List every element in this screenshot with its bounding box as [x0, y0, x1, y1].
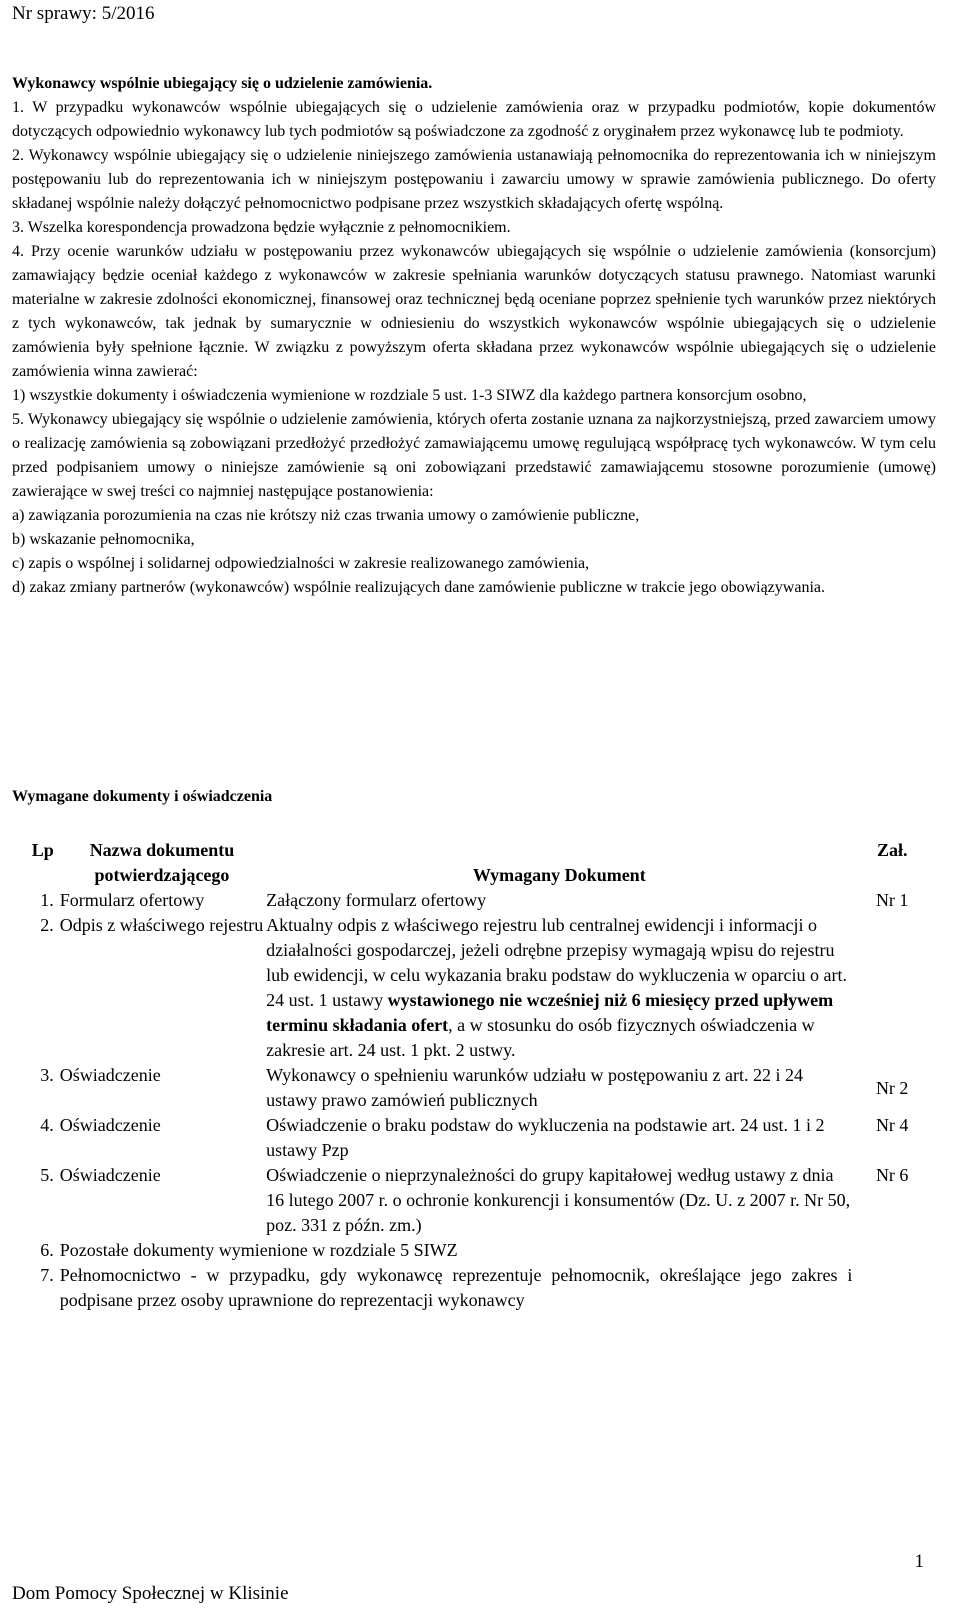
row-doc-bold-text: wystawionego nie wcześniej niż 6 miesięcy przed upływem terminu składania ofert: [266, 990, 834, 1035]
row-lp: 7.: [40, 1265, 54, 1285]
row-doc: Załączony formularz ofertowy: [266, 890, 487, 910]
row-name: Oświadczenie: [59, 1065, 161, 1085]
section-title: Wykonawcy wspólnie ubiegający się o udzielenie zamówienia.: [12, 75, 433, 92]
row-doc: [264, 913, 852, 1063]
row-name: Oświadczenie: [59, 1165, 161, 1185]
row-lp: 3.: [40, 1065, 54, 1085]
row-attachment: Nr 6: [875, 1165, 909, 1185]
row-lp: 1.: [40, 890, 54, 910]
row-attachment: [852, 913, 932, 1063]
row-attachment-empty: [852, 1238, 932, 1263]
paragraph-5-item-a: a) zawiązania porozumienia na czas nie krótszy niż czas trwania umowy o zamówienie publiczne,: [12, 507, 640, 524]
header-attachment: Zał.: [876, 840, 908, 860]
row-doc-text: Aktualny odpis z właściwego rejestru lub centralnej ewidencji i informacji o działalności gospodarczej, jeżeli odrębne przepisy wymagają wpisu do rejestru lub ewidencji, w celu wykazania braku podstaw do wykluczenia w oparciu o art. 24 ust. 1 ustawy: [266, 915, 847, 1010]
row-text: Pozostałe dokumenty wymienione w rozdziale 5 SIWZ: [59, 1240, 458, 1260]
row-attachment-empty: [852, 1263, 932, 1313]
row-doc: Oświadczenie o nieprzynależności do grupy kapitałowej według ustawy z dnia 16 lutego 2007 r. o ochronie konkurencji i konsumentów (Dz. U. z 2007 r. Nr 50, poz. 331 z późn. zm.): [266, 1165, 851, 1235]
row-attachment: Nr 4: [875, 1115, 909, 1135]
table-row: [2, 1238, 932, 1263]
documents-table: [2, 838, 932, 1313]
paragraph-5: 5. Wykonawcy ubiegający się wspólnie o udzielenie zamówienia, których oferta zostanie uznana za najkorzystniejszą, przed zawarciem umowy o realizację zamówienia są zobowiązani przedłożyć przedłożyć zamawiającemu umowę regulującą współpracę tych wykonawców. W tym celu przed podpisaniem umowy o niniejsze zamówienie są oni zobowiązani przedstawić zamawiającemu stosowne porozumienie (umowę) zawierające w swej treści co najmniej następujące postanowienia:: [12, 411, 936, 500]
table-row: [2, 888, 932, 913]
table-row: [2, 1113, 932, 1163]
header-document-name: Nazwa dokumentu potwierdzającego: [89, 840, 235, 885]
paragraph-2: 2. Wykonawcy wspólnie ubiegający się o udzielenie niniejszego zamówienia ustanawiają pełnomocnika do reprezentowania ich w niniejszym postępowaniu lub do reprezentowania ich w niniejszym postępowaniu i zawarciu umowy w sprawie zamówienia publicznego. Do oferty składanej wspólnie należy dołączyć pełnomocnictwo podpisane przez wszystkich składających ofertę wspólną.: [12, 147, 936, 212]
header-required-document: Wymagany Dokument: [472, 865, 646, 885]
paragraph-5-item-b: b) wskazanie pełnomocnika,: [12, 531, 195, 548]
table-row: [2, 1163, 932, 1238]
documents-section-title: Wymagane dokumenty i oświadczenia: [12, 788, 273, 805]
table-row: [2, 1063, 932, 1113]
section-joint-contractors: [12, 72, 936, 600]
page-number: 1: [914, 1551, 924, 1572]
row-attachment: Nr 1: [875, 890, 909, 910]
case-number: Nr sprawy: 5/2016: [12, 3, 155, 24]
paragraph-5-item-d: d) zakaz zmiany partnerów (wykonawców) wspólnie realizujących dane zamówienie publiczne w trakcie jego obowiązywania.: [12, 579, 825, 596]
paragraph-1: 1. W przypadku wykonawców wspólnie ubiegających się o udzielenie zamówienia oraz w przypadku podmiotów, kopie dokumentów dotyczących odpowiednio wykonawcy lub tych podmiotów są poświadczone za zgodność z oryginałem przez wykonawcę lub te podmioty.: [12, 99, 936, 140]
row-lp: 6.: [40, 1240, 54, 1260]
row-lp: 4.: [40, 1115, 54, 1135]
row-doc: Oświadczenie o braku podstaw do wykluczenia na podstawie art. 24 ust. 1 i 2 ustawy Pzp: [266, 1115, 825, 1160]
table-header-row: [2, 838, 932, 888]
header-lp: Lp: [31, 840, 54, 860]
paragraph-4-item-1: 1) wszystkie dokumenty i oświadczenia wymienione w rozdziale 5 ust. 1-3 SIWZ dla każdego partnera konsorcjum osobno,: [12, 387, 807, 404]
row-text: Pełnomocnictwo - w przypadku, gdy wykonawcę reprezentuje pełnomocnik, określające jego zakres i podpisane przez osoby uprawnione do reprezentacji wykonawcy: [59, 1265, 853, 1310]
row-lp: 5.: [40, 1165, 54, 1185]
row-lp: 2.: [40, 915, 54, 935]
table-row: [2, 913, 932, 1063]
paragraph-5-item-c: c) zapis o wspólnej i solidarnej odpowiedzialności w zakresie realizowanego zamówienia,: [12, 555, 590, 572]
paragraph-3: 3. Wszelka korespondencja prowadzona będzie wyłącznie z pełnomocnikiem.: [12, 219, 511, 236]
table-row: [2, 1263, 932, 1313]
footer-organization: Dom Pomocy Społecznej w Klisinie: [12, 1583, 289, 1604]
row-attachment: Nr 2: [875, 1077, 909, 1098]
row-doc: Wykonawcy o spełnieniu warunków udziału w postępowaniu z art. 22 i 24 ustawy prawo zamówień publicznych: [266, 1065, 803, 1110]
row-name: Formularz ofertowy: [59, 890, 205, 910]
row-doc-text-end: , a w stosunku do osób fizycznych oświadczenia w zakresie art. 24 ust. 1 pkt. 2 ustwy.: [266, 1015, 815, 1060]
row-name: Odpis z właściwego rejestru: [59, 915, 264, 935]
row-name: Oświadczenie: [59, 1115, 161, 1135]
paragraph-4: 4. Przy ocenie warunków udziału w postępowaniu przez wykonawców ubiegających się wspólnie o udzielenie zamówienia (konsorcjum) zamawiający będzie oceniał każdego z wykonawców w zakresie spełniania warunków dotyczących statusu prawnego. Natomiast warunki materialne w zakresie zdolności ekonomicznej, finansowej oraz technicznej będą oceniane poprzez spełnienie tych warunków przez niektórych z tych wykonawców, tak jednak by sumarycznie w odniesieniu do wszystkich wykonawców wspólnie ubiegających się o udzielenie zamówienia były spełnione łącznie. W związku z powyższym oferta składana przez wykonawców wspólnie ubiegających się o udzielenie zamówienia winna zawierać:: [12, 243, 936, 380]
